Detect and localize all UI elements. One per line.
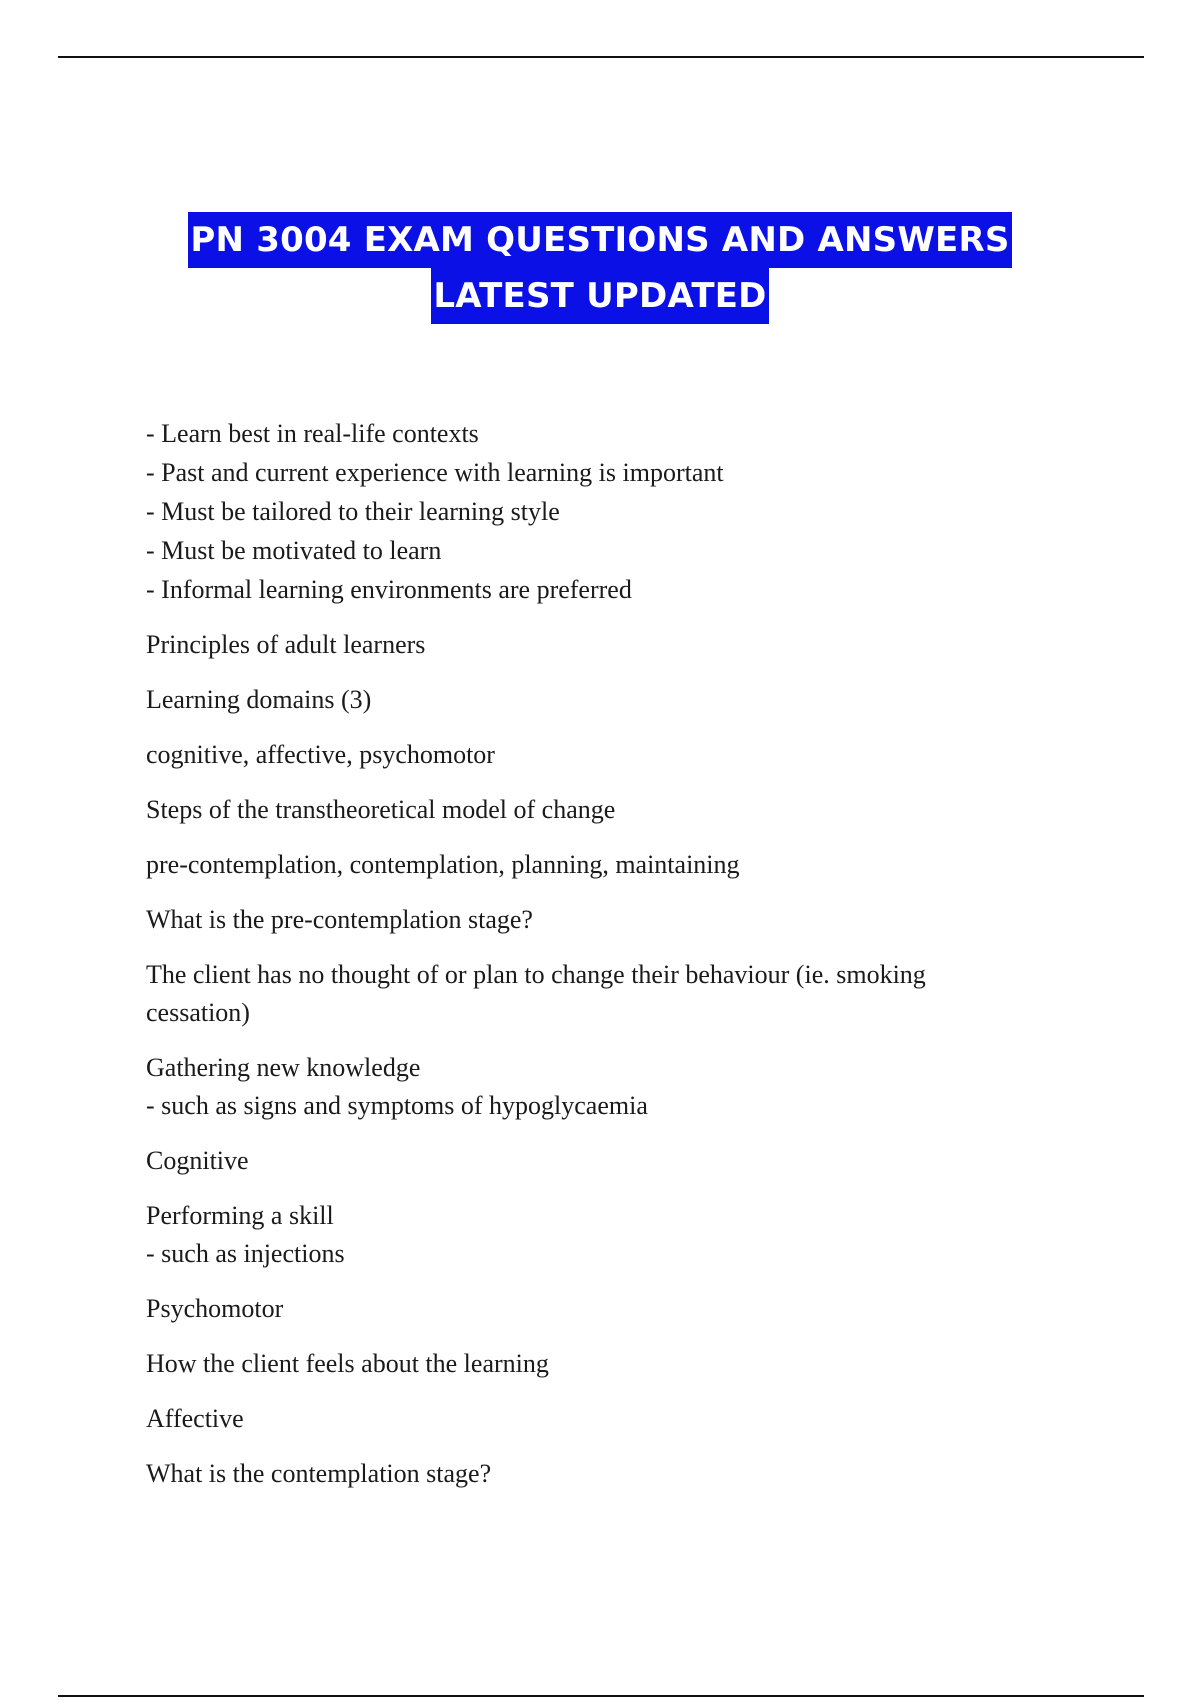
- adult-learner-principles-list: [146, 414, 1046, 609]
- question-client-feelings: [146, 1345, 1046, 1383]
- document-body: [146, 414, 1046, 1493]
- entry-text: pre-contemplation, contemplation, planning, maintaining: [146, 850, 740, 879]
- document-title: [0, 212, 1200, 324]
- list-item: - Learn best in real-life contexts: [146, 419, 479, 448]
- question-gathering-knowledge: [146, 1049, 1046, 1125]
- question-contemplation: [146, 1455, 1046, 1493]
- entry-text: Psychomotor: [146, 1294, 284, 1323]
- title-line-2: LATEST UPDATED: [431, 268, 768, 324]
- bottom-divider: [58, 1695, 1144, 1697]
- entry-text: How the client feels about the learning: [146, 1349, 549, 1378]
- list-item: - Informal learning environments are preferred: [146, 575, 632, 604]
- entry-text: Cognitive: [146, 1146, 249, 1175]
- question-performing-skill: [146, 1197, 1046, 1273]
- entry-text: cognitive, affective, psychomotor: [146, 740, 495, 769]
- answer-affective: [146, 1400, 1046, 1438]
- entry-text: Learning domains (3): [146, 685, 372, 714]
- answer-pre-contemplation: [146, 956, 1046, 1032]
- entry-text: - such as signs and symptoms of hypoglycaemia: [146, 1091, 648, 1120]
- answer-psychomotor: [146, 1290, 1046, 1328]
- top-divider: [58, 56, 1144, 58]
- entry-text: Gathering new knowledge: [146, 1053, 421, 1082]
- entry-text: What is the pre-contemplation stage?: [146, 905, 533, 934]
- entry-text: cessation): [146, 998, 250, 1027]
- question-transtheoretical-steps: [146, 791, 1046, 829]
- entry-text: What is the contemplation stage?: [146, 1459, 492, 1488]
- answer-cognitive: [146, 1142, 1046, 1180]
- entry-text: Steps of the transtheoretical model of change: [146, 795, 616, 824]
- question-learning-domains: [146, 681, 1046, 719]
- list-item: - Past and current experience with learning is important: [146, 458, 724, 487]
- answer-learning-domains: [146, 736, 1046, 774]
- list-item: - Must be motivated to learn: [146, 536, 442, 565]
- answer-principles-of-adult-learners: [146, 626, 1046, 664]
- title-line-1: PN 3004 EXAM QUESTIONS AND ANSWERS: [188, 212, 1011, 268]
- answer-transtheoretical-steps: [146, 846, 1046, 884]
- entry-text: Performing a skill: [146, 1201, 334, 1230]
- entry-text: The client has no thought of or plan to change their behaviour (ie. smoking: [146, 960, 926, 989]
- entry-text: - such as injections: [146, 1239, 345, 1268]
- entry-text: Affective: [146, 1404, 244, 1433]
- entry-text: Principles of adult learners: [146, 630, 426, 659]
- question-pre-contemplation: [146, 901, 1046, 939]
- list-item: - Must be tailored to their learning style: [146, 497, 560, 526]
